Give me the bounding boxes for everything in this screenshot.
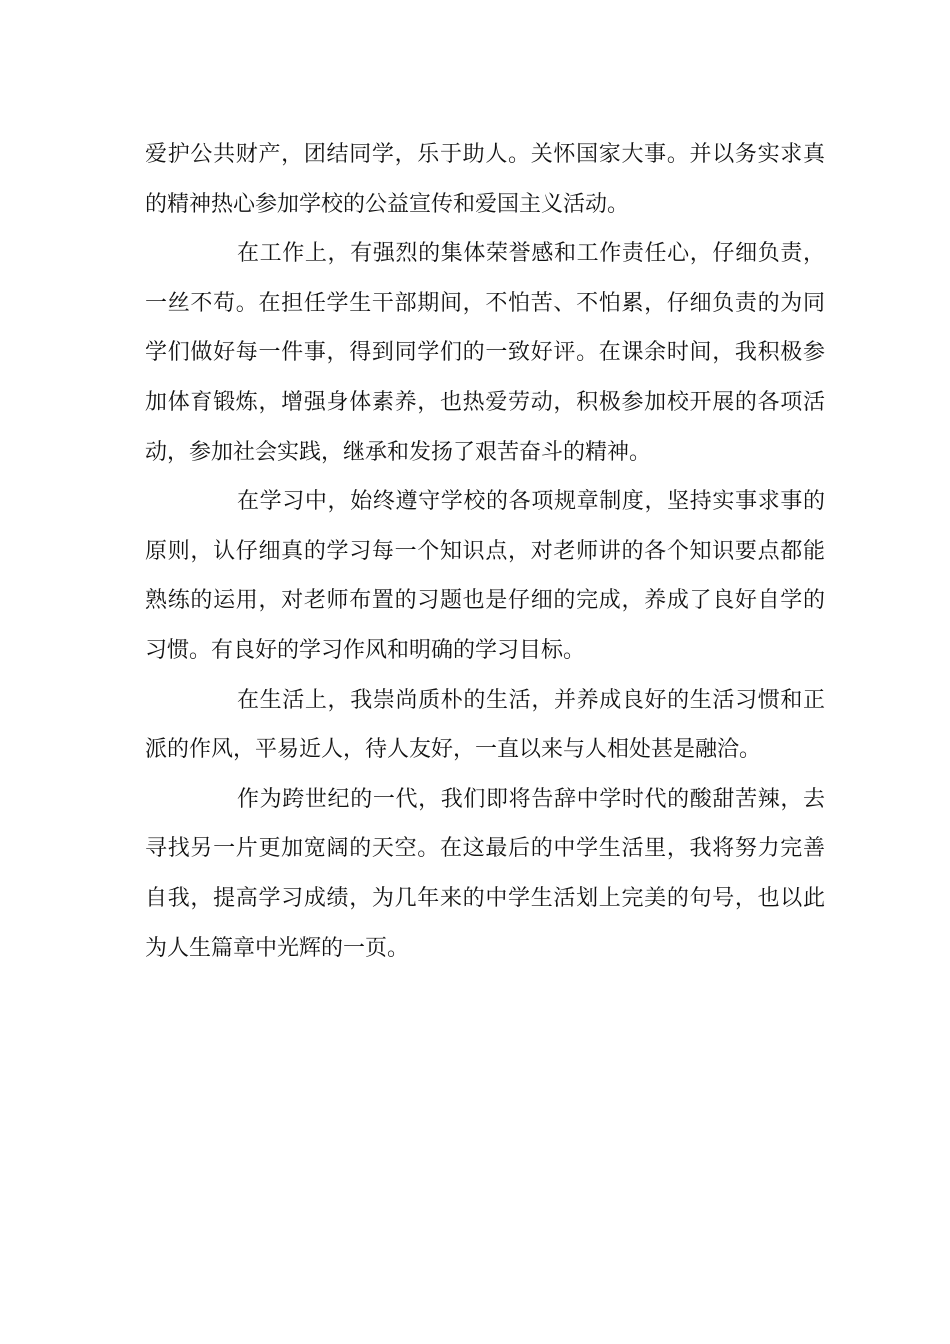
paragraph-3: 在学习中，始终遵守学校的各项规章制度，坚持实事求事的原则，认仔细真的学习每一个知识点，对老师讲的各个知识要点都能熟练的运用，对老师布置的习题也是仔细的完成，养成了良好自学的习惯。有良好的学习作风和明确的学习目标。 [145, 489, 825, 663]
document-body [145, 130, 825, 973]
paragraph-1: 爱护公共财产，团结同学，乐于助人。关怀国家大事。并以务实求真的精神热心参加学校的公益宣传和爱国主义活动。 [145, 142, 825, 217]
paragraph-5: 作为跨世纪的一代，我们即将告辞中学时代的酸甜苦辣，去寻找另一片更加宽阔的天空。在这最后的中学生活里，我将努力完善自我，提高学习成绩，为几年来的中学生活划上完美的句号，也以此为人生篇章中光辉的一页。 [145, 786, 825, 961]
paragraph-2: 在工作上，有强烈的集体荣誉感和工作责任心，仔细负责，一丝不苟。在担任学生干部期间，不怕苦、不怕累，仔细负责的为同学们做好每一件事，得到同学们的一致好评。在课余时间，我积极参加体育锻炼，增强身体素养，也热爱劳动，积极参加校开展的各项活动，参加社会实践，继承和发扬了艰苦奋斗的精神。 [145, 241, 825, 465]
paragraph-4: 在生活上，我崇尚质朴的生活，并养成良好的生活习惯和正派的作风，平易近人，待人友好，一直以来与人相处甚是融洽。 [145, 687, 825, 763]
